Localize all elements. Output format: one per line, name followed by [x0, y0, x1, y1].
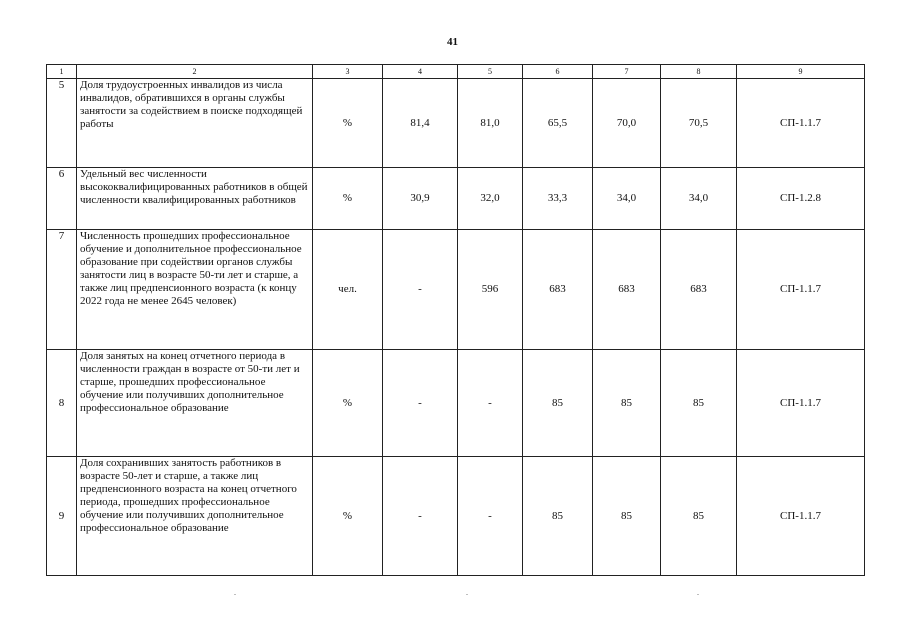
reference-cell: СП-1.2.8 — [737, 168, 865, 230]
scan-speck: . — [466, 588, 468, 597]
column-header: 6 — [523, 65, 593, 79]
value-cell: 81,4 — [383, 79, 458, 168]
value-cell: - — [458, 457, 523, 576]
reference-cell: СП-1.1.7 — [737, 457, 865, 576]
value-cell: 32,0 — [458, 168, 523, 230]
value-cell: 683 — [661, 230, 737, 350]
value-cell: 34,0 — [661, 168, 737, 230]
column-number-header-row — [47, 65, 865, 79]
row-number: 7 — [47, 230, 77, 350]
column-header: 1 — [47, 65, 77, 79]
value-cell: 34,0 — [593, 168, 661, 230]
unit-cell: % — [313, 79, 383, 168]
unit-cell: % — [313, 168, 383, 230]
page-number: 41 — [447, 36, 458, 48]
reference-cell: СП-1.1.7 — [737, 79, 865, 168]
value-cell: 65,5 — [523, 79, 593, 168]
value-cell: 683 — [593, 230, 661, 350]
value-cell: - — [383, 457, 458, 576]
indicator-name: Численность прошедших профессиональное обучение и дополнительное профессиональное образование при содействии органов службы занятости лиц в возрасте 50-ти лет и старше, а также лиц предпенсионного возраста (к концу 2022 года не менее 2645 человек) — [77, 230, 313, 350]
indicator-name: Доля трудоустроенных инвалидов из числа инвалидов, обратившихся в органы службы занятости за содействием в поиске подходящей работы — [77, 79, 313, 168]
column-header: 2 — [77, 65, 313, 79]
reference-cell: СП-1.1.7 — [737, 230, 865, 350]
table-row — [47, 79, 865, 168]
value-cell: 85 — [661, 350, 737, 457]
value-cell: - — [383, 230, 458, 350]
column-header: 4 — [383, 65, 458, 79]
value-cell: 70,5 — [661, 79, 737, 168]
scan-speck: . — [234, 588, 236, 597]
row-number: 5 — [47, 79, 77, 168]
value-cell: 81,0 — [458, 79, 523, 168]
indicator-name: Доля сохранивших занятость работников в возрасте 50-лет и старше, а также лиц предпенсионного возраста на конец отчетного периода, прошедших профессиональное обучение или получивших дополнительное профессиональное образование — [77, 457, 313, 576]
indicators-table — [46, 64, 865, 576]
unit-cell: чел. — [313, 230, 383, 350]
value-cell: 85 — [523, 457, 593, 576]
column-header: 5 — [458, 65, 523, 79]
table-row — [47, 230, 865, 350]
value-cell: 85 — [593, 350, 661, 457]
column-header: 3 — [313, 65, 383, 79]
unit-cell: % — [313, 350, 383, 457]
value-cell: 85 — [661, 457, 737, 576]
table-row — [47, 350, 865, 457]
value-cell: 85 — [593, 457, 661, 576]
column-header: 8 — [661, 65, 737, 79]
unit-cell: % — [313, 457, 383, 576]
value-cell: - — [383, 350, 458, 457]
reference-cell: СП-1.1.7 — [737, 350, 865, 457]
value-cell: 596 — [458, 230, 523, 350]
value-cell: - — [458, 350, 523, 457]
indicator-name: Доля занятых на конец отчетного периода в численности граждан в возрасте от 50-ти лет и старше, прошедших профессиональное обучение или получивших дополнительное профессиональное образование — [77, 350, 313, 457]
row-number: 8 — [47, 350, 77, 457]
column-header: 7 — [593, 65, 661, 79]
value-cell: 70,0 — [593, 79, 661, 168]
row-number: 6 — [47, 168, 77, 230]
row-number: 9 — [47, 457, 77, 576]
value-cell: 30,9 — [383, 168, 458, 230]
value-cell: 33,3 — [523, 168, 593, 230]
value-cell: 85 — [523, 350, 593, 457]
indicator-name: Удельный вес численности высококвалифицированных работников в общей численности квалифицированных работников — [77, 168, 313, 230]
value-cell: 683 — [523, 230, 593, 350]
scan-speck: . — [697, 588, 699, 597]
table-row — [47, 457, 865, 576]
table-row — [47, 168, 865, 230]
column-header: 9 — [737, 65, 865, 79]
